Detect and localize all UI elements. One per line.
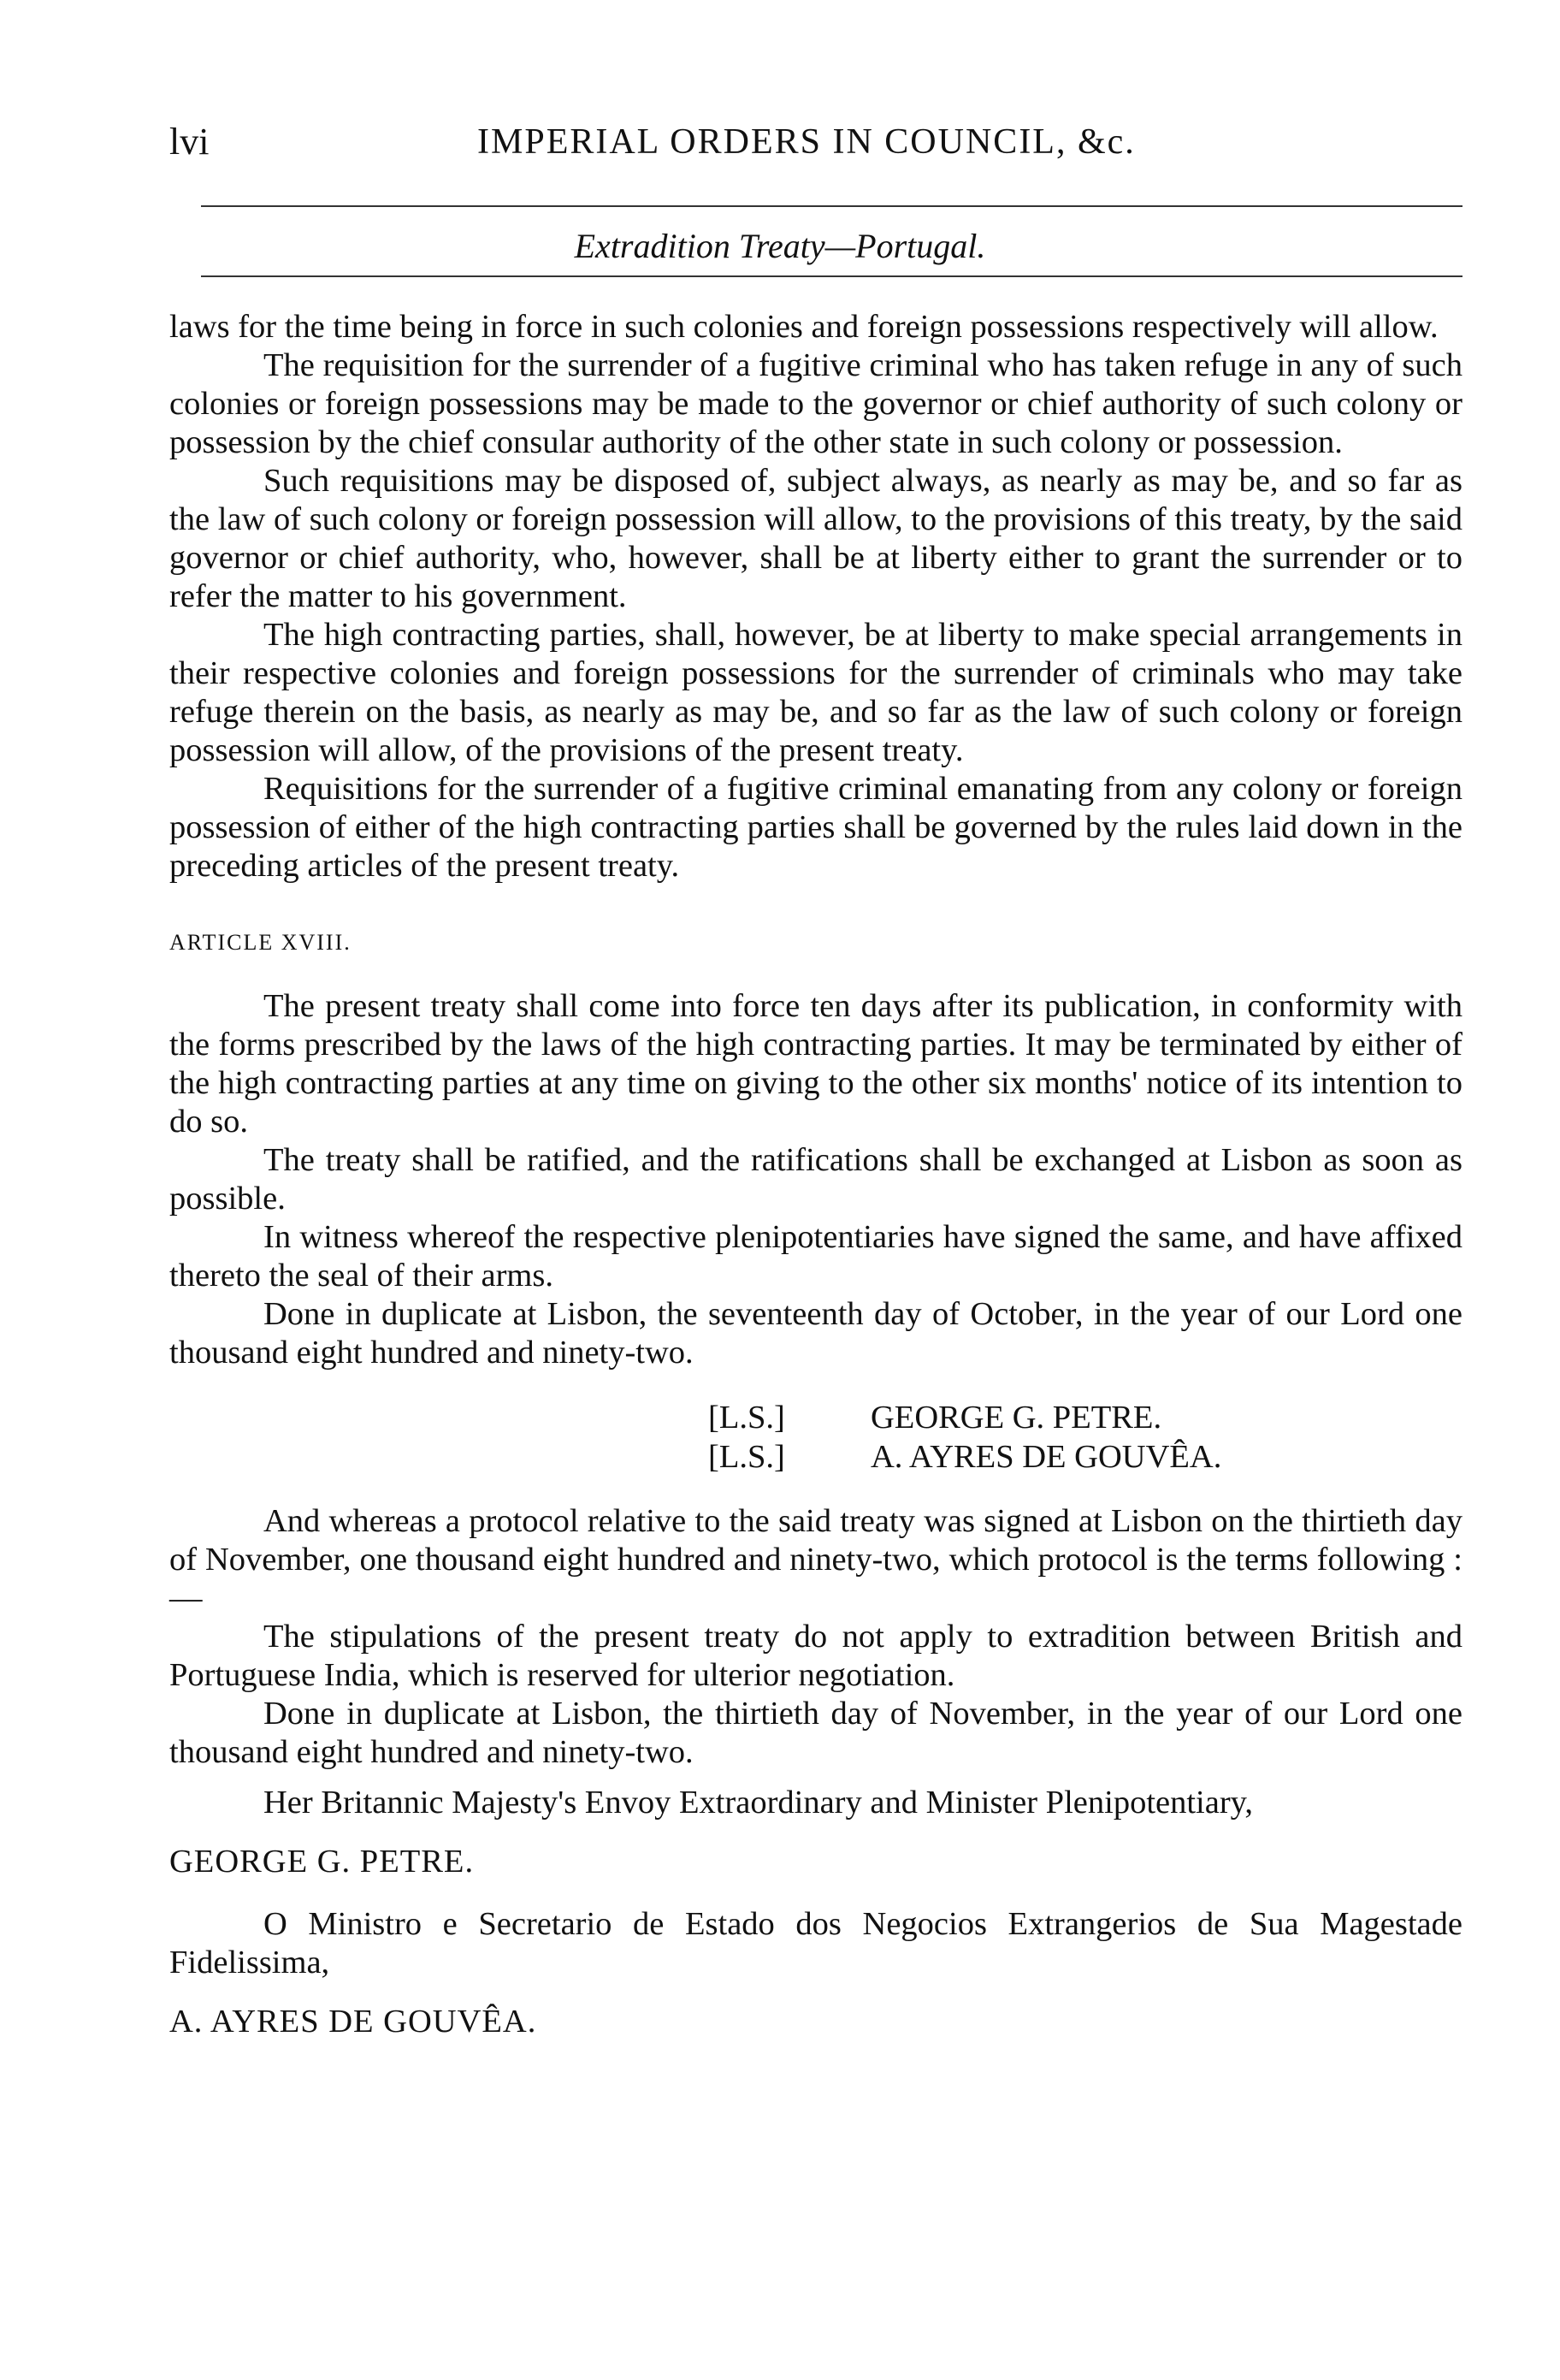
paragraph: Done in duplicate at Lisbon, the thirtieth day of November, in the year of our Lord one thousand eight hundred and ninety-two. (169, 1696, 1462, 1770)
page-number: lvi (169, 121, 210, 163)
signatory-name: GEORGE G. PETRE. (871, 1400, 1162, 1436)
signature-row (708, 1437, 1462, 1477)
seal-mark: [L.S.] (708, 1400, 785, 1436)
signatory-name: A. AYRES DE GOUVÊA. (871, 1439, 1222, 1475)
paragraph: Her Britannic Majesty's Envoy Extraordinary and Minister Plenipotentiary, (263, 1785, 1254, 1821)
signature-block (708, 1398, 1462, 1477)
closing-signature: GEORGE G. PETRE. (169, 1844, 475, 1880)
paragraph: Done in duplicate at Lisbon, the seventeenth day of October, in the year of our Lord one thousand eight hundred and ninety-two. (169, 1296, 1462, 1371)
page-header (169, 120, 1461, 171)
paragraph: Requisitions for the surrender of a fugitive criminal emanating from any colony or foreign possession of either of the high contracting parties shall be governed by the rules laid down in the preceding articles of the present treaty. (169, 771, 1462, 884)
paragraph: In witness whereof the respective plenipotentiaries have signed the same, and have affixed thereto the seal of their arms. (169, 1219, 1462, 1294)
paragraph: The high contracting parties, shall, however, be at liberty to make special arrangements in their respective colonies and foreign possessions for the surrender of criminals who may take refuge therein on the basis, as nearly as may be, and so far as the law of such colony or foreign possession will allow, of the provisions of the present treaty. (169, 617, 1462, 768)
paragraph: Such requisitions may be disposed of, subject always, as nearly as may be, and so far as the law of such colony or foreign possession will allow, to the provisions of this treaty, by the said governor or chief authority, who, however, shall be at liberty either to grant the surrender or to refer the matter to his government. (169, 463, 1462, 614)
header-rule-top (201, 205, 1462, 207)
section-subhead: Extradition Treaty—Portugal. (574, 227, 986, 265)
document-body (169, 308, 1462, 2065)
paragraph: laws for the time being in force in such colonies and foreign possessions respectively will allow. (169, 309, 1439, 345)
article-heading: ARTICLE XVIII. (169, 930, 352, 955)
running-head: IMPERIAL ORDERS IN COUNCIL, &c. (477, 122, 1136, 162)
paragraph: The stipulations of the present treaty do not apply to extradition between British and Portuguese India, which is reserved for ulterior negotiation. (169, 1619, 1462, 1693)
paragraph: The present treaty shall come into force ten days after its publication, in conformity with the forms prescribed by the laws of the high contracting parties. It may be terminated by either of the high contracting parties at any time on giving to the other six months' notice of its intention to do so. (169, 988, 1462, 1140)
paragraph: O Ministro e Secretario de Estado dos Negocios Extrangerios de Sua Magestade Fidelissima, (169, 1906, 1462, 1980)
seal-mark: [L.S.] (708, 1439, 785, 1475)
header-rule-bottom (201, 275, 1462, 277)
signature-row (708, 1398, 1462, 1437)
paragraph: And whereas a protocol relative to the said treaty was signed at Lisbon on the thirtieth day of November, one thousand eight hundred and ninety-two, which protocol is the terms following :— (169, 1503, 1462, 1616)
closing-signature: A. AYRES DE GOUVÊA. (169, 2004, 537, 2040)
paragraph: The requisition for the surrender of a fugitive criminal who has taken refuge in any of such colonies or foreign possessions may be made to the governor or chief authority of such colony or possession by the chief consular authority of the other state in such colony or possession. (169, 347, 1462, 460)
paragraph: The treaty shall be ratified, and the ratifications shall be exchanged at Lisbon as soon as possible. (169, 1142, 1462, 1217)
